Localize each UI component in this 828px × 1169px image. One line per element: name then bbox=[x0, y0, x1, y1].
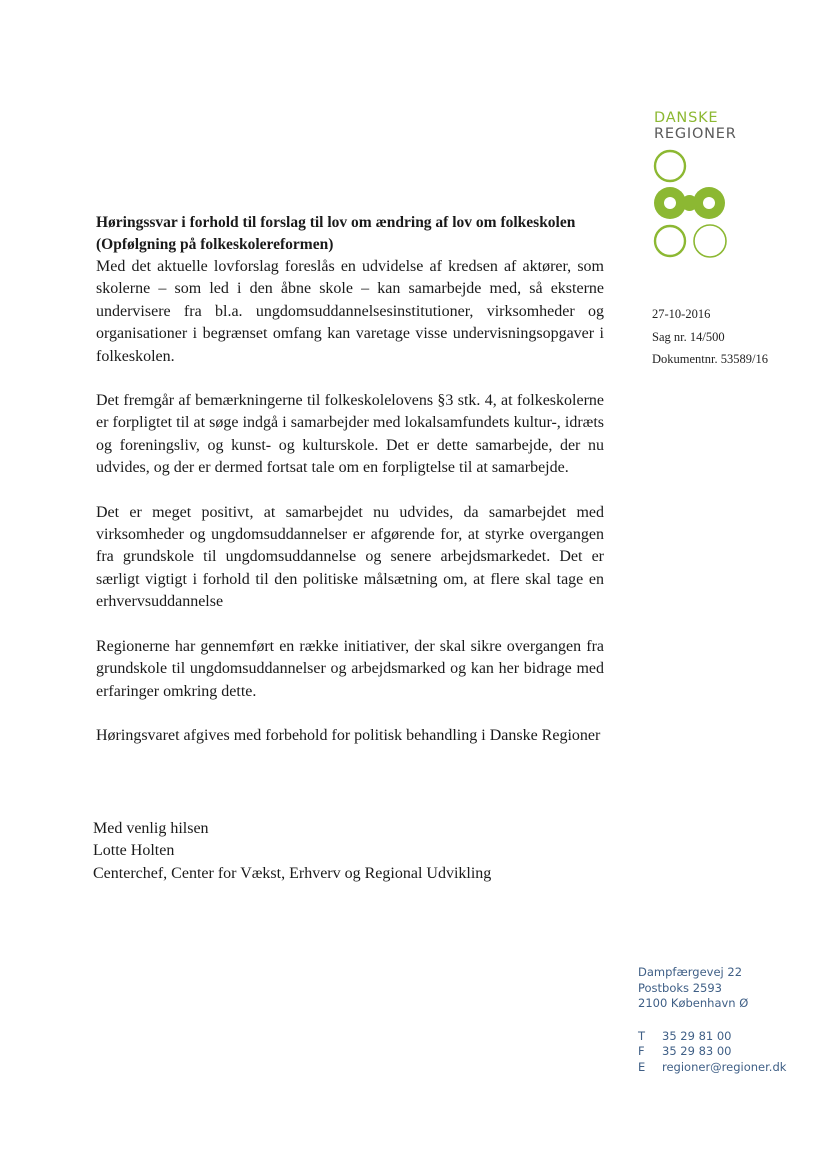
footer-address bbox=[638, 965, 786, 1012]
heading-line-2: (Opfølgning på folkeskolereformen) bbox=[96, 236, 334, 253]
signature-name: Lotte Holten bbox=[93, 842, 175, 860]
email-address: regioner@regioner.dk bbox=[662, 1059, 787, 1074]
document-date: 27-10-2016 bbox=[652, 307, 711, 321]
paragraph-5: Høringsvaret afgives med forbehold for politisk behandling i Danske Regioner bbox=[96, 726, 601, 744]
fax-label: F bbox=[638, 1044, 645, 1058]
document-number: Dokumentnr. 53589/16 bbox=[652, 352, 768, 366]
letter-heading bbox=[96, 212, 604, 256]
fax-number: 35 29 83 00 bbox=[662, 1044, 732, 1058]
address-line-1: Dampfærgevej 22 bbox=[638, 965, 743, 979]
phone-label: T bbox=[638, 1028, 646, 1043]
phone-row bbox=[638, 1029, 786, 1045]
address-line-3: 2100 København Ø bbox=[638, 996, 749, 1010]
heading-line-1: Høringssvar i forhold til forslag til lov om ændring af lov om folkeskolen bbox=[96, 214, 576, 231]
fax-row bbox=[638, 1044, 786, 1060]
email-label: E bbox=[638, 1059, 646, 1074]
case-number: Sag nr. 14/500 bbox=[652, 329, 725, 344]
footer-contact bbox=[638, 965, 786, 1075]
paragraph-4: Regionerne har gennemført en række initiativer, der skal sikre overgangen fra grundskole til ungdomsuddannelser og arbejdsmarked og kan her bidrage med erfaringer omkring dette. bbox=[96, 637, 604, 700]
email-row bbox=[638, 1060, 786, 1076]
address-line-2: Postboks 2593 bbox=[638, 980, 722, 995]
phone-number: 35 29 81 00 bbox=[662, 1028, 732, 1043]
paragraph-1: Med det aktuelle lovforslag foreslås en udvidelse af kredsen af aktører, som skolerne – som led i den åbne skole – kan samarbejde med, så eksterne undervisere fra bl.a. ungdomsuddannelsesinstitutioner, virksomheder og organisationer i begrænset omfang kan varetage visse undervisningsopgaver i folkeskolen. bbox=[96, 258, 604, 365]
letter-body bbox=[96, 212, 604, 769]
signature-greeting: Med venlig hilsen bbox=[93, 820, 209, 837]
signature-title: Centerchef, Center for Vækst, Erhverv og Regional Udvikling bbox=[93, 864, 492, 882]
logo-line-danske: DANSKE bbox=[654, 110, 719, 126]
footer-contact-list bbox=[638, 1029, 786, 1076]
logo-line-regioner: REGIONER bbox=[654, 126, 737, 142]
logo-wordmark bbox=[654, 110, 737, 142]
signature-block bbox=[93, 818, 491, 885]
paragraph-3: Det er meget positivt, at samarbejdet nu udvides, da samarbejdet med virksomheder og ungdomsuddannelser er afgørende for, at styrke overgangen fra grundskole til ungdomsuddannelse og senere arbejdsmarkedet. Det er særligt vigtigt i forhold til den politiske målsætning om, at flere skal tage en erhvervsuddannelse bbox=[96, 503, 604, 611]
paragraph-2: Det fremgår af bemærkningerne til folkeskolelovens §3 stk. 4, at folkeskolerne er forpligtet til at søge indgå i samarbejder med lokalsamfundets kultur-, idræts og foreningsliv, og kunst- og kulturskole. Det er dette samarbejde, der nu udvides, og der er dermed fortsat tale om en forpligtelse til at samarbejde. bbox=[96, 392, 604, 477]
document-meta bbox=[652, 303, 768, 371]
logo-circles-icon bbox=[652, 148, 732, 260]
